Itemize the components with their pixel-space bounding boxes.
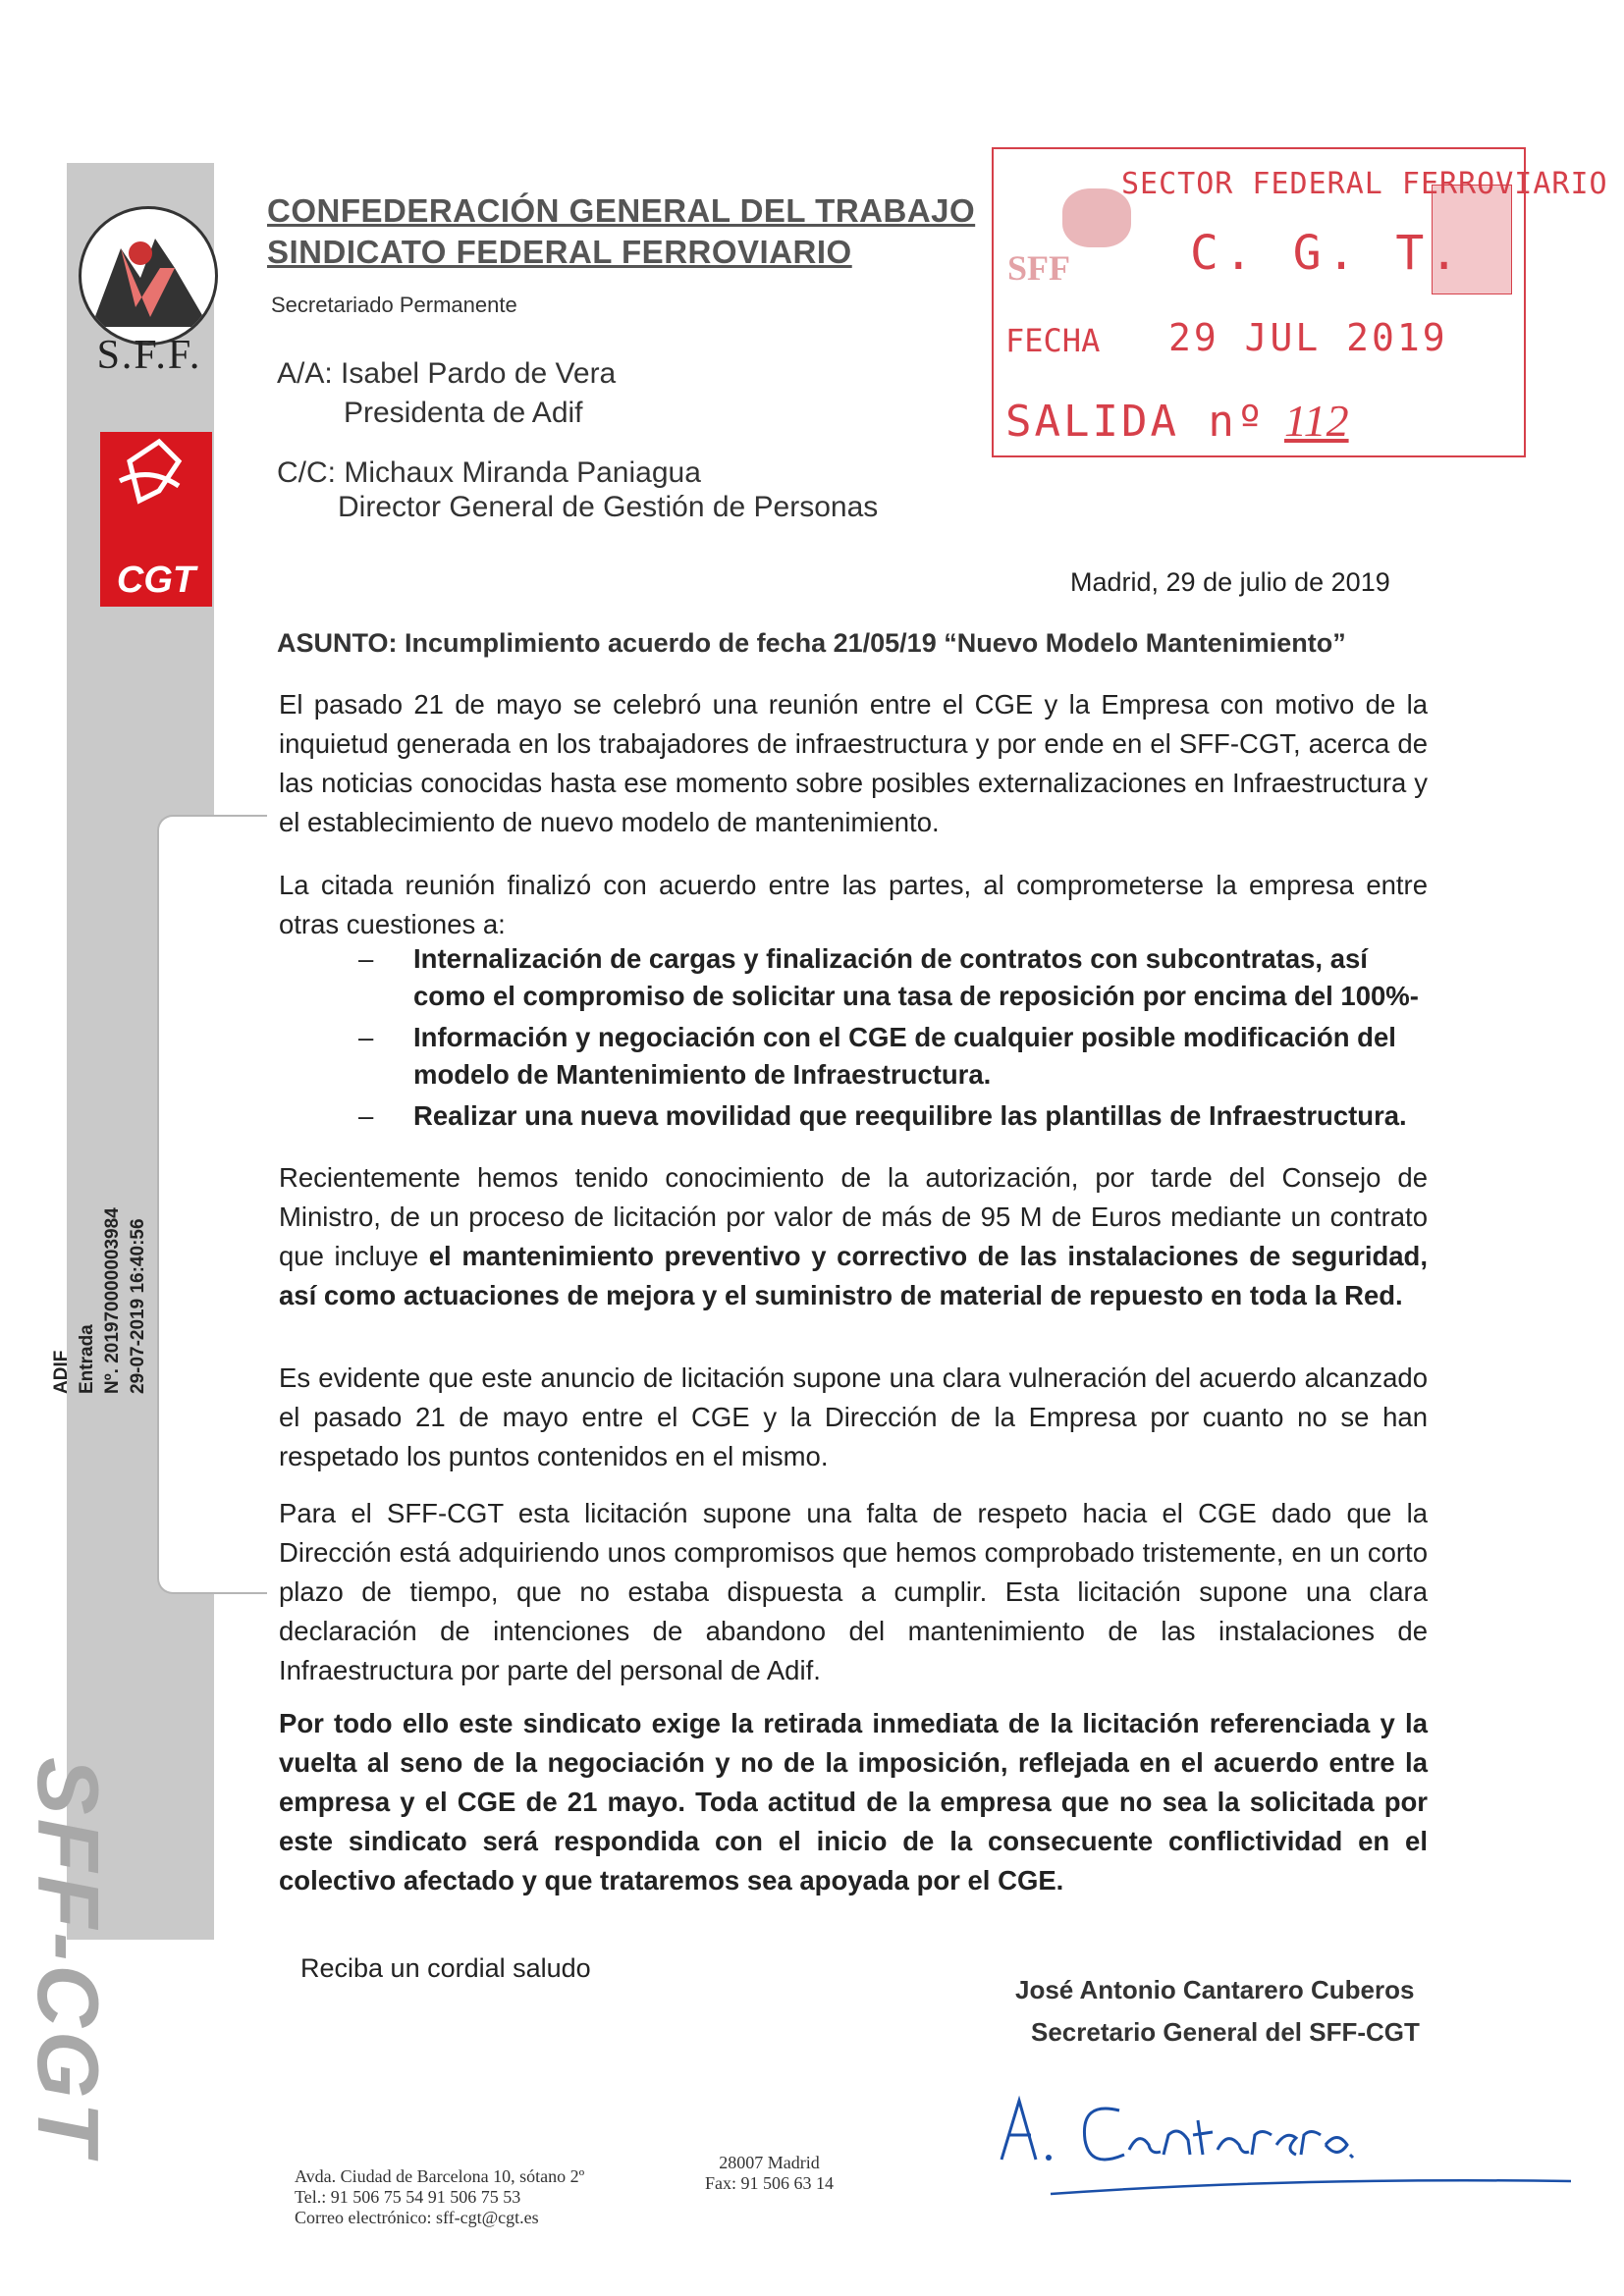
stamp-org: C. G. T. [1190,226,1465,281]
letter-date: Madrid, 29 de julio de 2019 [1070,567,1390,597]
list-item: – Internalización de cargas y finalización de contratos con subcontratas, así como el compromiso de solicitar una tasa de reposición por encima del 100%- [358,943,1419,1011]
list-item: – Realizar una nueva movilidad que reequilibre las plantillas de Infraestructura. [358,1100,1407,1131]
sidebar-tab [157,815,267,1594]
entry-stamp-line: ADIF [51,1350,72,1394]
footer-address [295,2166,584,2228]
paragraph-4: Es evidente que este anuncio de licitación supone una clara vulneración del acuerdo alcanzado el pasado 21 de mayo entre el CGE y la Dirección de la Empresa por cuanto no se han respetado los puntos contenidos en el mismo. [279,1362,1428,1471]
paragraph-6: Por todo ello este sindicato exige la retirada inmediata de la licitación referenciada y la vuelta al seno de la negociación y no de la imposición, reflejada en el acuerdo entre la empresa y el CGE de 21 mayo. Toda actitud de la empresa que no sea la solicitada por este sindicato será respondida con el inicio de la consecuente conflictividad en el colectivo afectado y que trataremos sea apoyada por el CGE. [279,1708,1428,1896]
fax: Fax: 91 506 63 14 [705,2173,835,2193]
stamp-exit-label: SALIDA nº [1005,397,1267,447]
paragraph-3-bold: el mantenimiento preventivo y correctivo de las instalaciones de seguridad, así como actuaciones de mejora y el suministro de material de repuesto en toda la Red. [279,1241,1428,1310]
paragraph-5: Para el SFF-CGT esta licitación supone una falta de respeto hacia el CGE dado que la Dirección está adquiriendo unos compromisos que hemos comprobado tristemente, en un corto plazo de tiempo, que no estaba dispuesta a cumplir. Esta licitación supone una clara declaración de intenciones de abandono del mantenimiento de las instalaciones de Infraestructura por parte del personal de Adif. [279,1498,1428,1685]
entry-stamp-line: Entrada [77,1324,97,1394]
recipient [277,357,616,391]
entry-stamp-line: Nº. 201970000003984 [102,1207,123,1394]
recipient-label: A/A: [277,357,333,390]
subject-text: Incumplimiento acuerdo de fecha 21/05/19 “Nuevo Modelo Mantenimiento” [405,628,1346,658]
paragraph-2: La citada reunión finalizó con acuerdo entre las partes, al comprometerse la empresa entre otras cuestiones a: [279,870,1428,939]
cgt-logo-text: CGT [116,560,196,601]
sff-cgt-vertical-text: SFF-CGT [20,1757,117,2160]
subject [277,628,1346,659]
address: Avda. Ciudad de Barcelona 10, sótano 2º [295,2166,585,2186]
list-item-text: Realizar una nueva movilidad que reequilibre las plantillas de Infraestructura. [413,1100,1407,1131]
cc-role: Director General de Gestión de Personas [338,491,879,523]
paragraph-1: El pasado 21 de mayo se celebró una reunión entre el CGE y la Empresa con motivo de la inquietud generada en los trabajadores de infraestructura y por ende en el SFF-CGT, acerca de las noticias conocidas hasta ese momento sobre posibles externalizaciones en Infraestructura y el establecimiento de nuevo modelo de mantenimiento. [279,689,1428,837]
cc-recipient [277,456,701,490]
cc-label: C/C: [277,456,336,489]
subject-label: ASUNTO: [277,628,398,658]
email: Correo electrónico: sff-cgt@cgt.es [295,2208,539,2227]
footer-city [705,2153,834,2194]
stamp-sector: SECTOR FEDERAL FERROVIARIO [1121,167,1608,201]
recipient-role: Presidenta de Adif [344,397,583,429]
recipient-name: Isabel Pardo de Vera [341,357,617,390]
phone: Tel.: 91 506 75 54 91 506 75 53 [295,2187,521,2207]
outgoing-stamp [992,147,1608,457]
closing: Reciba un cordial saludo [300,1953,591,1983]
list-item: – Información y negociación con el CGE de cualquier posible modificación del modelo de Mantenimiento de Infraestructura. [358,1022,1396,1090]
handwritten-signature [992,2061,1581,2199]
org-name-line2: SINDICATO FEDERAL FERROVIARIO [267,234,852,270]
org-name-line1: CONFEDERACIÓN GENERAL DEL TRABAJO [267,192,976,229]
sff-logo-icon [79,206,218,346]
stamp-date-value: 29 JUL 2019 [1168,316,1448,359]
adif-entry-stamp [49,1207,151,1394]
city: 28007 Madrid [719,2153,820,2172]
stamp-sff: SFF [1007,248,1071,288]
department: Secretariado Permanente [271,293,517,317]
list-item-text: Internalización de cargas y finalización de contratos con subcontratas, así como el compromiso de solicitar una tasa de reposición por encima del 100%- [413,943,1419,1011]
signer-title: Secretario General del SFF-CGT [1031,2017,1420,2047]
stamp-date-label: FECHA [1005,322,1101,359]
stamp-exit-number: 112 [1284,396,1349,446]
paragraph-3 [279,1158,1428,1315]
cc-name: Michaux Miranda Paniagua [344,456,701,489]
list-item-text: Información y negociación con el CGE de cualquier posible modificación del modelo de Mantenimiento de Infraestructura. [413,1022,1396,1090]
agreement-list [358,940,1438,1139]
signer-name: José Antonio Cantarero Cuberos [1015,1975,1415,2004]
paragraph-3-text: Recientemente hemos tenido conocimiento de la autorización, por tarde del Consejo de Ministro, de un proceso de licitación por valor de más de 95 M de Euros mediante un contrato que incluye [279,1162,1428,1271]
entry-stamp-line: 29-07-2019 16:40:56 [128,1218,148,1394]
sff-logo-text: S.F.F. [96,333,202,378]
